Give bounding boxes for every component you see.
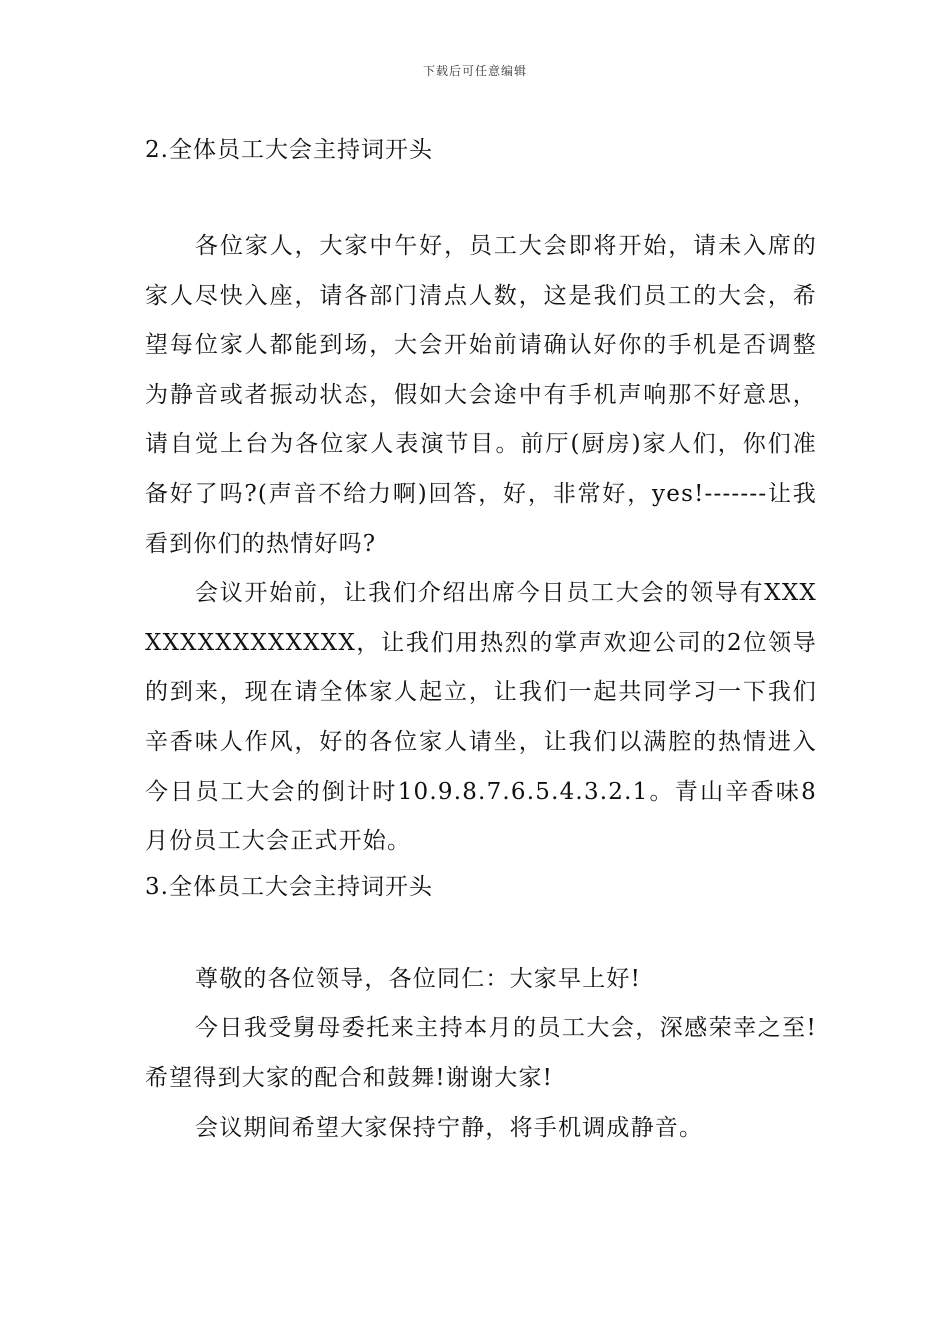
paragraph-host-intro: 今日我受舅母委托来主持本月的员工大会，深感荣幸之至!希望得到大家的配合和鼓舞!谢谢大家! (145, 1015, 817, 1091)
paragraph-opening-greeting: 各位家人，大家中午好，员工大会即将开始，请未入席的家人尽快入座，请各部门清点人数，这是我们员工的大会，希望每位家人都能到场，大会开始前请确认好你的手机是否调整为静音或者振动状态，假如大会途中有手机声响那不好意思，请自觉上台为各位家人表演节目。前厅(厨房)家人们，你们准备好了吗?(声音不给力啊)回答，好，非常好，yes!-------让我看到你们的热情好吗? (145, 233, 817, 557)
document-body (145, 130, 817, 1153)
paragraph-quiet-notice: 会议期间希望大家保持宁静，将手机调成静音。 (195, 1114, 704, 1141)
paragraph-leaders-intro: 会议开始前，让我们介绍出席今日员工大会的领导有XXXXXXXXXXXXXXX，让我们用热烈的掌声欢迎公司的2位领导的到来，现在请全体家人起立，让我们一起共同学习一下我们辛香味人作风，好的各位家人请坐，让我们以满腔的热情进入今日员工大会的倒计时10.9.8.7.6.5.4.3.2.1。青山辛香味8月份员工大会正式开始。 (145, 580, 817, 855)
spacer (145, 170, 817, 222)
paragraph-salutation: 尊敬的各位领导，各位同仁：大家早上好! (195, 965, 642, 992)
section-heading-3: 3.全体员工大会主持词开头 (145, 873, 433, 900)
section-heading-2: 2.全体员工大会主持词开头 (145, 137, 433, 163)
header-note: 下载后可任意编辑 (422, 64, 527, 78)
spacer (145, 907, 817, 955)
